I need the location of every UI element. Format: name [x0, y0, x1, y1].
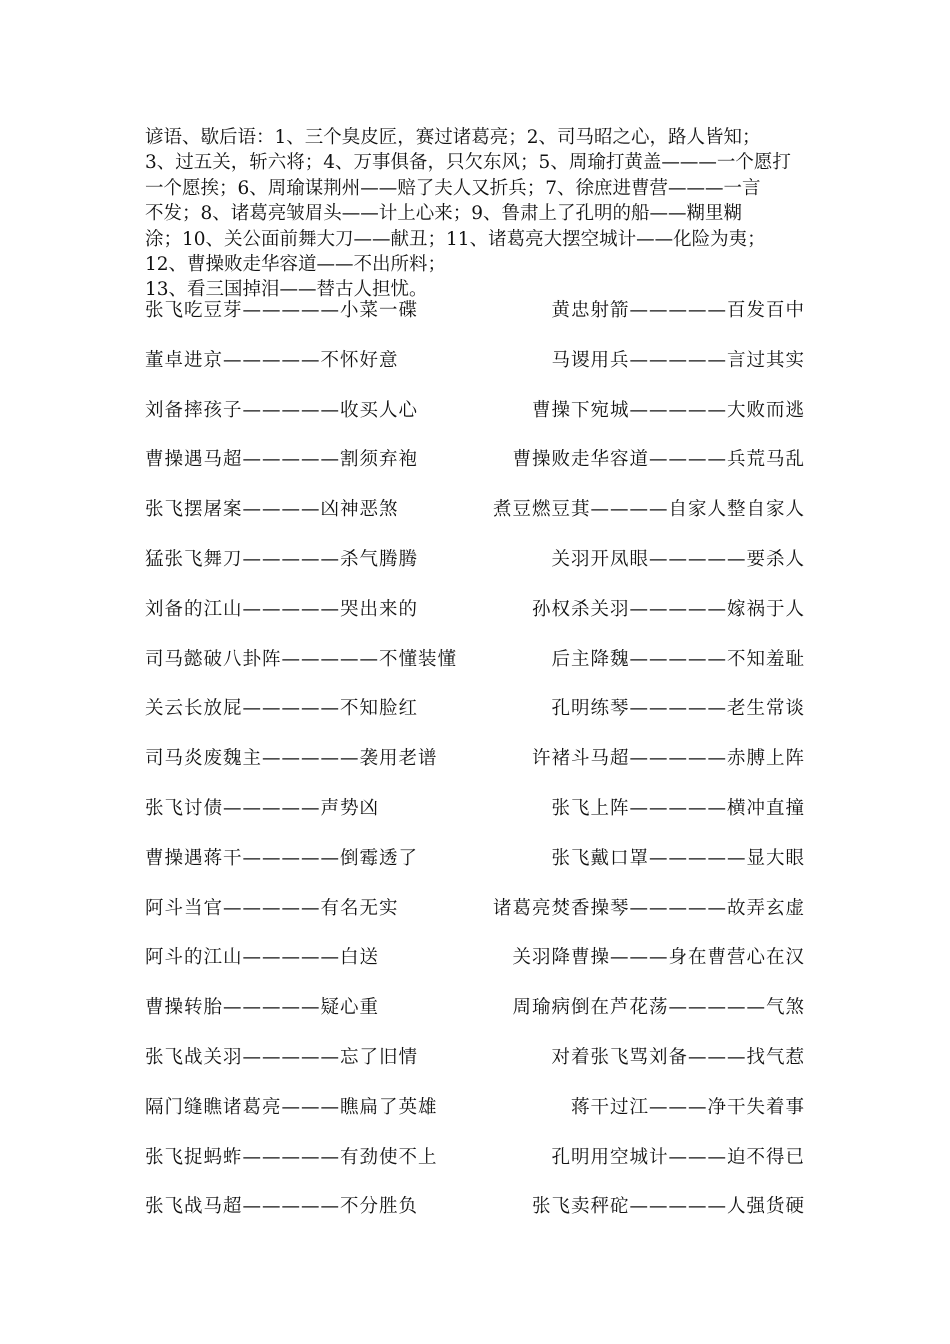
- list-row: [145, 495, 805, 545]
- left-entry: 刘备摔孩子—————收买人心: [145, 399, 419, 421]
- list-row: [145, 1093, 805, 1143]
- intro-paragraph: [145, 125, 825, 303]
- list-row: [145, 1192, 805, 1242]
- intro-line: 3、过五关，斩六将；4、万事俱备，只欠东风；5、周瑜打黄盖———一个愿打: [145, 152, 791, 174]
- list-row: [145, 943, 805, 993]
- intro-line: 12、曹操败走华容道——不出所料；: [145, 254, 447, 276]
- right-entry: 周瑜病倒在芦花荡—————气煞: [512, 997, 805, 1019]
- xiehouyu-list: [145, 296, 805, 1242]
- right-entry: 张飞卖秤砣—————人强货硬: [531, 1196, 805, 1218]
- list-row: [145, 694, 805, 744]
- left-entry: 张飞战关羽—————忘了旧情: [145, 1046, 419, 1068]
- left-entry: 张飞吃豆芽—————小菜一碟: [145, 300, 419, 321]
- left-entry: 张飞讨债—————声势凶: [145, 797, 380, 819]
- right-entry: 煮豆燃豆萁————自家人整自家人: [492, 499, 805, 521]
- left-entry: 曹操遇蒋干—————倒霉透了: [145, 847, 419, 869]
- left-entry: 曹操遇马超—————割须弃袍: [145, 449, 419, 471]
- right-entry: 孔明练琴—————老生常谈: [551, 698, 805, 720]
- right-entry: 曹操败走华容道————兵荒马乱: [512, 449, 805, 471]
- left-entry: 曹操转胎—————疑心重: [145, 997, 380, 1019]
- left-entry: 张飞捉蚂蚱—————有劲使不上: [145, 1146, 438, 1168]
- list-row: [145, 844, 805, 894]
- left-entry: 董卓进京—————不怀好意: [145, 349, 399, 371]
- list-row: [145, 545, 805, 595]
- left-entry: 刘备的江山—————哭出来的: [145, 598, 419, 620]
- list-row: [145, 894, 805, 944]
- list-row: [145, 993, 805, 1043]
- list-row: [145, 396, 805, 446]
- left-entry: 张飞摆屠案————凶神恶煞: [145, 499, 399, 521]
- right-entry: 黄忠射箭—————百发百中: [551, 300, 805, 321]
- right-entry: 张飞上阵—————横冲直撞: [551, 797, 805, 819]
- intro-line: 谚语、歇后语：1、三个臭皮匠，赛过诸葛亮；2、司马昭之心，路人皆知；: [145, 127, 761, 148]
- intro-line: 涂；10、关公面前舞大刀——献丑；11、诸葛亮大摆空城计——化险为夷；: [145, 228, 766, 250]
- right-entry: 关羽开凤眼—————要杀人: [551, 548, 805, 570]
- right-entry: 关羽降曹操———身在曹营心在汉: [512, 947, 805, 969]
- right-entry: 张飞戴口罩—————显大眼: [551, 847, 805, 869]
- intro-line: 一个愿挨；6、周瑜谋荆州——赔了夫人又折兵；7、徐庶进曹营———一言: [145, 177, 761, 199]
- right-entry: 后主降魏—————不知羞耻: [551, 648, 805, 670]
- left-entry: 隔门缝瞧诸葛亮———瞧扁了英雄: [145, 1096, 438, 1118]
- left-entry: 阿斗的江山—————白送: [145, 947, 380, 969]
- right-entry: 马谡用兵—————言过其实: [551, 349, 805, 371]
- right-entry: 孙权杀关羽—————嫁祸于人: [531, 598, 805, 620]
- list-row: [145, 1043, 805, 1093]
- left-entry: 猛张飞舞刀—————杀气腾腾: [145, 548, 419, 570]
- left-entry: 阿斗当官—————有名无实: [145, 897, 399, 919]
- right-entry: 孔明用空城计———迫不得已: [551, 1146, 805, 1168]
- list-row: [145, 296, 805, 346]
- right-entry: 对着张飞骂刘备———找气惹: [551, 1046, 805, 1068]
- left-entry: 关云长放屁—————不知脸红: [145, 698, 419, 720]
- left-entry: 张飞战马超—————不分胜负: [145, 1196, 419, 1218]
- right-entry: 蒋干过江———净干失着事: [570, 1096, 805, 1118]
- list-row: [145, 346, 805, 396]
- right-entry: 许褚斗马超—————赤膊上阵: [531, 748, 805, 770]
- list-row: [145, 645, 805, 695]
- list-row: [145, 794, 805, 844]
- list-row: [145, 744, 805, 794]
- intro-line: 13、看三国掉泪——替古人担忧。: [145, 279, 428, 301]
- right-entry: 诸葛亮焚香操琴—————故弄玄虚: [492, 897, 805, 919]
- left-entry: 司马懿破八卦阵—————不懂装懂: [145, 648, 458, 670]
- left-entry: 司马炎废魏主—————袭用老谱: [145, 748, 438, 770]
- list-row: [145, 445, 805, 495]
- intro-line: 不发；8、诸葛亮皱眉头——计上心来；9、鲁肃上了孔明的船——糊里糊: [145, 203, 743, 225]
- list-row: [145, 595, 805, 645]
- right-entry: 曹操下宛城—————大败而逃: [531, 399, 805, 421]
- list-row: [145, 1143, 805, 1193]
